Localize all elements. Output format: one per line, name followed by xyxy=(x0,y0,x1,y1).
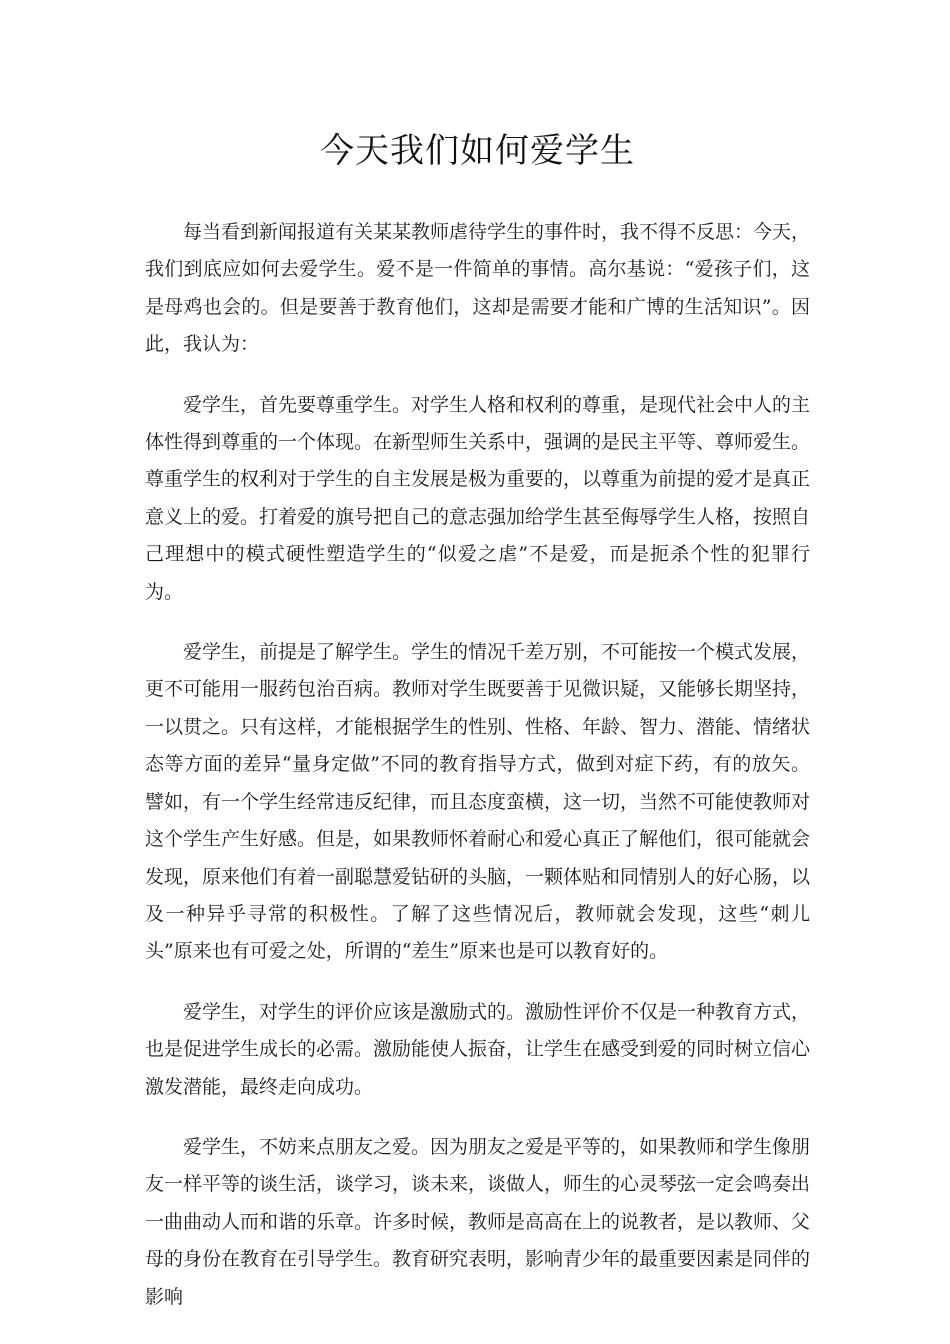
paragraph-encourage: 爱学生，对学生的评价应该是激励式的。激励性评价不仅是一种教育方式，也是促进学生成长的必需。激励能使人振奋，让学生在感受到爱的同时树立信心激发潜能，最终走向成功。 xyxy=(145,1000,811,1098)
paragraph-respect: 爱学生，首先要尊重学生。对学生人格和权利的尊重，是现代社会中人的主体性得到尊重的一个体现。在新型师生关系中，强调的是民主平等、尊师爱生。尊重学生的权利对于学生的自主发展是极为重要的，以尊重为前提的爱才是真正意义上的爱。打着爱的旗号把自己的意志强加给学生甚至侮辱学生人格，按照自己理想中的模式硬性塑造学生的“似爱之虐”不是爱，而是扼杀个性的犯罪行为。 xyxy=(145,393,811,603)
document-body xyxy=(145,214,810,1316)
document-title: 今天我们如何爱学生 xyxy=(320,131,635,171)
document-page xyxy=(145,126,810,1339)
paragraph-intro: 每当看到新闻报道有关某某教师虐待学生的事件时，我不得不反思：今天，我们到底应如何去爱学生。爱不是一件简单的事情。高尔基说：“爱孩子们，这是母鸡也会的。但是要善于教育他们，这却是需要才能和广博的生活知识”。因此，我认为： xyxy=(145,221,811,356)
paragraph-understand: 爱学生，前提是了解学生。学生的情况千差万别，不可能按一个模式发展，更不可能用一服药包治百病。教师对学生既要善于见微识疑，又能够长期坚持，一以贯之。只有这样，才能根据学生的性别、性格、年龄、智力、潜能、情绪状态等方面的差异“量身定做”不同的教育指导方式，做到对症下药，有的放矢。譬如，有一个学生经常违反纪律，而且态度蛮横，这一切，当然不可能使教师对这个学生产生好感。但是，如果教师怀着耐心和爱心真正了解他们，很可能就会发现，原来他们有着一副聪慧爱钻研的头脑，一颗体贴和同情别人的好心肠，以及一种异乎寻常的积极性。了解了这些情况后，教师就会发现，这些“刺儿头”原来也有可爱之处，所谓的“差生”原来也是可以教育好的。 xyxy=(145,641,811,963)
paragraph-friendship: 爱学生，不妨来点朋友之爱。因为朋友之爱是平等的，如果教师和学生像朋友一样平等的谈生活，谈学习，谈未来，谈做人，师生的心灵琴弦一定会鸣奏出一曲曲动人而和谐的乐章。许多时候，教师是高高在上的说教者，是以教师、父母的身份在教育在引导学生。教育研究表明，影响青少年的最重要因素是同伴的影响 xyxy=(145,1135,811,1308)
